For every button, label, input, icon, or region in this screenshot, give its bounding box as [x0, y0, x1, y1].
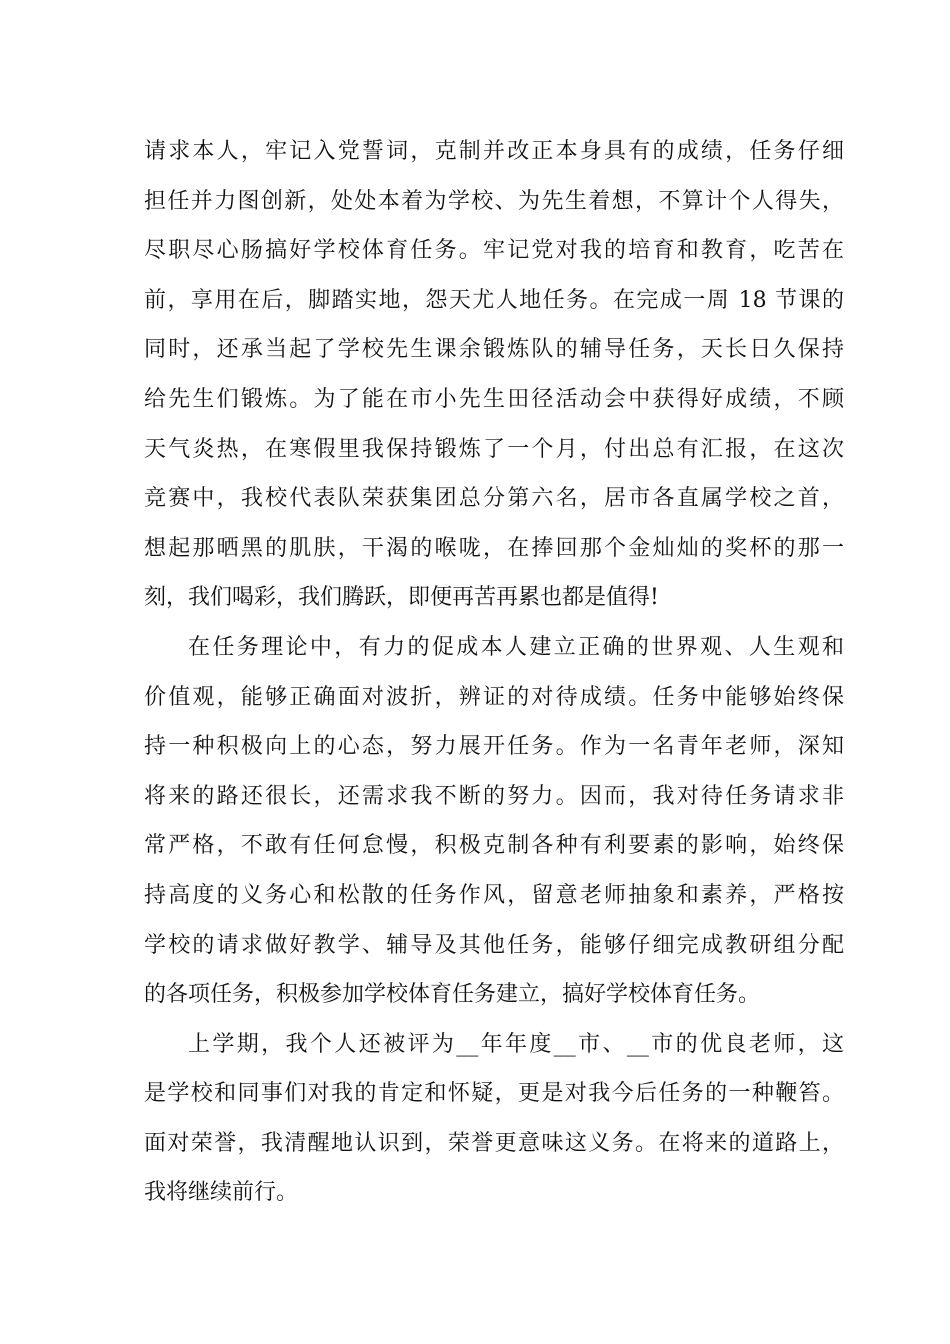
paragraph-3 [144, 1020, 844, 1218]
text-line: 想起那晒黑的肌肤，干渴的喉咙，在捧回那个金灿灿的奖杯的那一 [144, 535, 844, 561]
paragraph-2 [144, 623, 844, 1020]
text-line: 担任并力图创新，处处本着为学校、为先生着想，不算计个人得失， [144, 188, 844, 214]
text-line: 前，享用在后，脚踏实地，怨天尤人地任务。在完成一周 18 节课的 [144, 287, 844, 313]
text-line: 学校的请求做好教学、辅导及其他任务，能够仔细完成教研组分配 [144, 932, 844, 958]
text-line: 在任务理论中，有力的促成本人建立正确的世界观、人生观和 [188, 634, 844, 660]
paragraph-1 [144, 127, 844, 623]
text-line: 请求本人，牢记入党誓词，克制并改正本身具有的成绩，任务仔细 [144, 139, 844, 164]
text-line: 将来的路还很长，还需求我不断的努力。因而，我对待任务请求非 [144, 783, 844, 809]
text-line: 给先生们锻炼。为了能在市小先生田径活动会中获得好成绩，不顾 [144, 386, 844, 412]
text-line: 天气炎热，在寒假里我保持锻炼了一个月，付出总有汇报，在这次 [144, 436, 844, 462]
text-line: 的各项任务，积极参加学校体育任务建立，搞好学校体育任务。 [144, 982, 761, 1008]
text-line: 是学校和同事们对我的肯定和怀疑，更是对我今后任务的一种鞭笞。 [144, 1081, 844, 1107]
text-line: 面对荣誉，我清醒地认识到，荣誉更意味这义务。在将来的道路上， [144, 1130, 844, 1156]
text-line: 价值观，能够正确面对波折，辨证的对待成绩。任务中能够始终保 [144, 684, 844, 710]
text-line: 竞赛中，我校代表队荣获集团总分第六名，居市各直属学校之首， [144, 486, 844, 512]
text-line: 我将继续前行。 [144, 1180, 299, 1206]
text-line: 上学期，我个人还被评为__年年度__市、__市的优良老师，这 [188, 1031, 844, 1057]
document-body [144, 127, 844, 1218]
text-line: 持高度的义务心和松散的任务作风，留意老师抽象和素养，严格按 [144, 882, 844, 908]
text-line: 刻，我们喝彩，我们腾跃，即便再苦再累也都是值得! [144, 585, 659, 611]
text-line: 常严格，不敢有任何怠慢，积极克制各种有利要素的影响，始终保 [144, 833, 844, 859]
text-line: 同时，还承当起了学校先生课余锻炼队的辅导任务，天长日久保持 [144, 337, 844, 363]
text-line: 尽职尽心肠搞好学校体育任务。牢记党对我的培育和教育，吃苦在 [144, 238, 844, 264]
text-line: 持一种积极向上的心态，努力展开任务。作为一名青年老师，深知 [144, 734, 844, 760]
